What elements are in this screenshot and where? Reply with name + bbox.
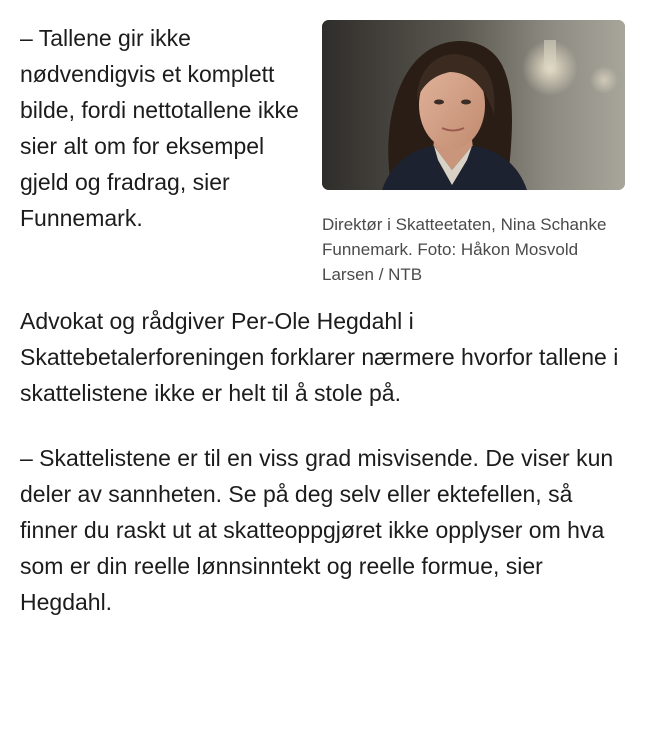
article-figure	[322, 20, 625, 287]
article-body	[20, 20, 625, 620]
paragraph: Advokat og rådgiver Per-Ole Hegdahl i Skattebetalerforeningen forklarer nærmere hvorfor tallene i skattelistene ikke er helt til å stole på.	[20, 308, 619, 406]
paragraph: – Skattelistene er til en viss grad misvisende. De viser kun deler av sannheten. Se på deg selv eller ektefellen, så finner du raskt ut at skatteoppgjøret ikke opplyser om hva som er din reelle lønnsinntekt og reelle formue, sier Hegdahl.	[20, 445, 614, 615]
portrait-photo[interactable]	[322, 20, 625, 190]
photo-caption: Direktør i Skatteetaten, Nina Schanke Funnemark. Foto: Håkon Mosvold Larsen / NTB	[322, 215, 607, 284]
portrait-photo-graphic	[322, 20, 625, 190]
paragraph: – Tallene gir ikke nødvendigvis et komplett bilde, fordi nettotallene ikke sier alt om for eksempel gjeld og fradrag, sier Funnemark.	[20, 25, 299, 231]
